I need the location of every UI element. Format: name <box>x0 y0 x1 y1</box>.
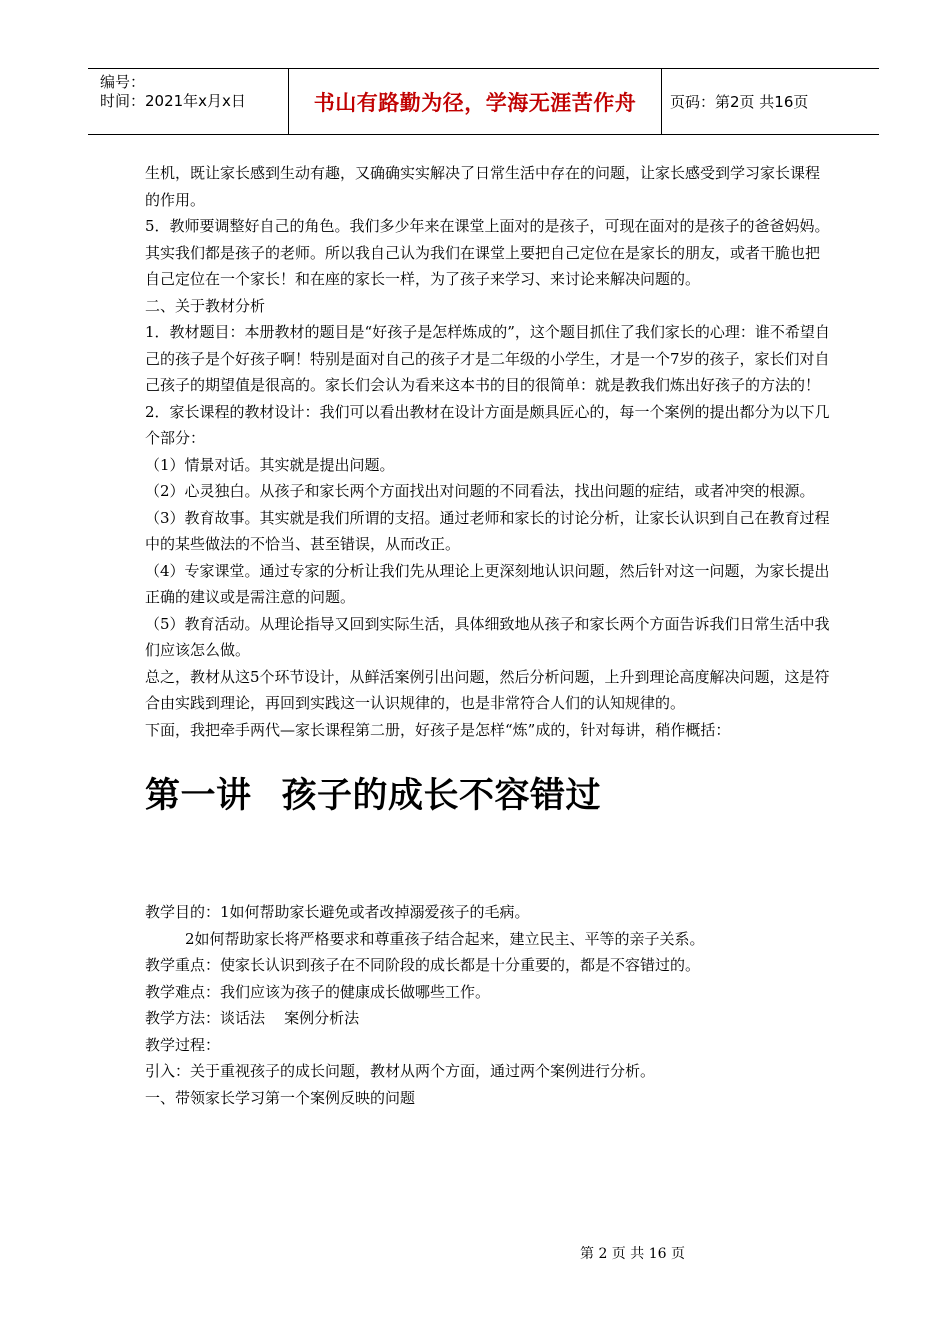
header-page-cell <box>662 69 879 134</box>
paragraph: 2．家长课程的教材设计：我们可以看出教材在设计方面是颇具匠心的，每一个案例的提出都分为以下几个部分： <box>145 402 830 447</box>
header-time-label: 时间：2021年x月x日 <box>100 92 246 110</box>
list-item: （3）教育故事。其实就是我们所谓的支招。通过老师和家长的讨论分析，让家长认识到自己在教育过程中的某些做法的不恰当、甚至错误，从而改正。 <box>145 508 830 553</box>
paragraph: 1．教材题目：本册教材的题目是“好孩子是怎样炼成的”，这个题目抓住了我们家长的心理：谁不希望自己的孩子是个好孩子啊！特别是面对自己的孩子才是二年级的小学生，才是一个7岁的孩子，家长们对自己孩子的期望值是很高的。家长们会认为看来这本书的目的很简单：就是教我们炼出好孩子的方法的！ <box>145 323 830 394</box>
footer-page-number: 第 2 页 共 16 页 <box>580 1246 685 1262</box>
paragraph: 总之，教材从这5个环节设计，从鲜活案例引出问题，然后分析问题，上升到理论高度解决问题，这是符合由实践到理论，再回到实践这一认识规律的，也是非常符合人们的认知规律的。 <box>145 667 830 712</box>
document-body <box>145 160 830 1111</box>
lesson-intro: 引入：关于重视孩子的成长问题，教材从两个方面，通过两个案例进行分析。 <box>145 1062 656 1080</box>
paragraph: 生机，既让家长感到生动有趣，又确确实实解决了日常生活中存在的问题，让家长感受到学习家长课程的作用。 <box>145 164 821 209</box>
paragraph: 下面，我把牵手两代—家长课程第二册，好孩子是怎样“炼”成的，针对每讲，稍作概括： <box>145 720 731 739</box>
teaching-difficulty: 教学难点：我们应该为孩子的健康成长做哪些工作。 <box>145 982 491 1001</box>
header-table <box>88 68 879 135</box>
list-item: （2）心灵独白。从孩子和家长两个方面找出对问题的不同看法，找出问题的症结，或者冲突的根源。 <box>145 482 815 500</box>
page-footer <box>0 1243 950 1263</box>
list-item: （4）专家课堂。通过专家的分析让我们先从理论上更深刻地认识问题，然后针对这一问题，为家长提出正确的建议或是需注意的问题。 <box>145 561 830 606</box>
lecture-title <box>145 771 830 821</box>
teaching-goal-1: 教学目的：1如何帮助家长避免或者改掉溺爱孩子的毛病。 <box>145 903 530 921</box>
list-item: （5）教育活动。从理论指导又回到实际生活，具体细致地从孩子和家长两个方面告诉我们日常生活中我们应该怎么做。 <box>145 614 830 659</box>
teaching-goal-2: 2如何帮助家长将严格要求和尊重孩子结合起来，建立民主、平等的亲子关系。 <box>185 929 705 948</box>
teaching-key-point: 教学重点：使家长认识到孩子在不同阶段的成长都是十分重要的，都是不容错过的。 <box>145 956 701 974</box>
header-meta-cell <box>88 69 289 134</box>
teaching-process: 教学过程： <box>145 1035 221 1054</box>
paragraph: 5．教师要调整好自己的角色。我们多少年来在课堂上面对的是孩子，可现在面对的是孩子的爸爸妈妈。其实我们都是孩子的老师。所以我自己认为我们在课堂上要把自己定位在是家长的朋友，或者干脆也把自己定位在一个家长！和在座的家长一样，为了孩子来学习、来讨论来解决问题的。 <box>145 217 830 288</box>
header-number-label: 编号： <box>100 73 146 91</box>
header-page-label: 页码：第2页 共16页 <box>670 93 809 111</box>
header-motto: 书山有路勤为径，学海无涯苦作舟 <box>313 90 637 115</box>
lecture-name: 孩子的成长不容错过 <box>281 776 602 816</box>
section-heading: 二、关于教材分析 <box>145 296 266 315</box>
list-item: （1）情景对话。其实就是提出问题。 <box>145 455 395 474</box>
lesson-section-heading: 一、带领家长学习第一个案例反映的问题 <box>145 1088 416 1107</box>
lecture-number: 第一讲 <box>145 776 252 816</box>
teaching-method: 教学方法：谈话法 案例分析法 <box>145 1009 360 1027</box>
header-motto-cell <box>289 69 662 134</box>
